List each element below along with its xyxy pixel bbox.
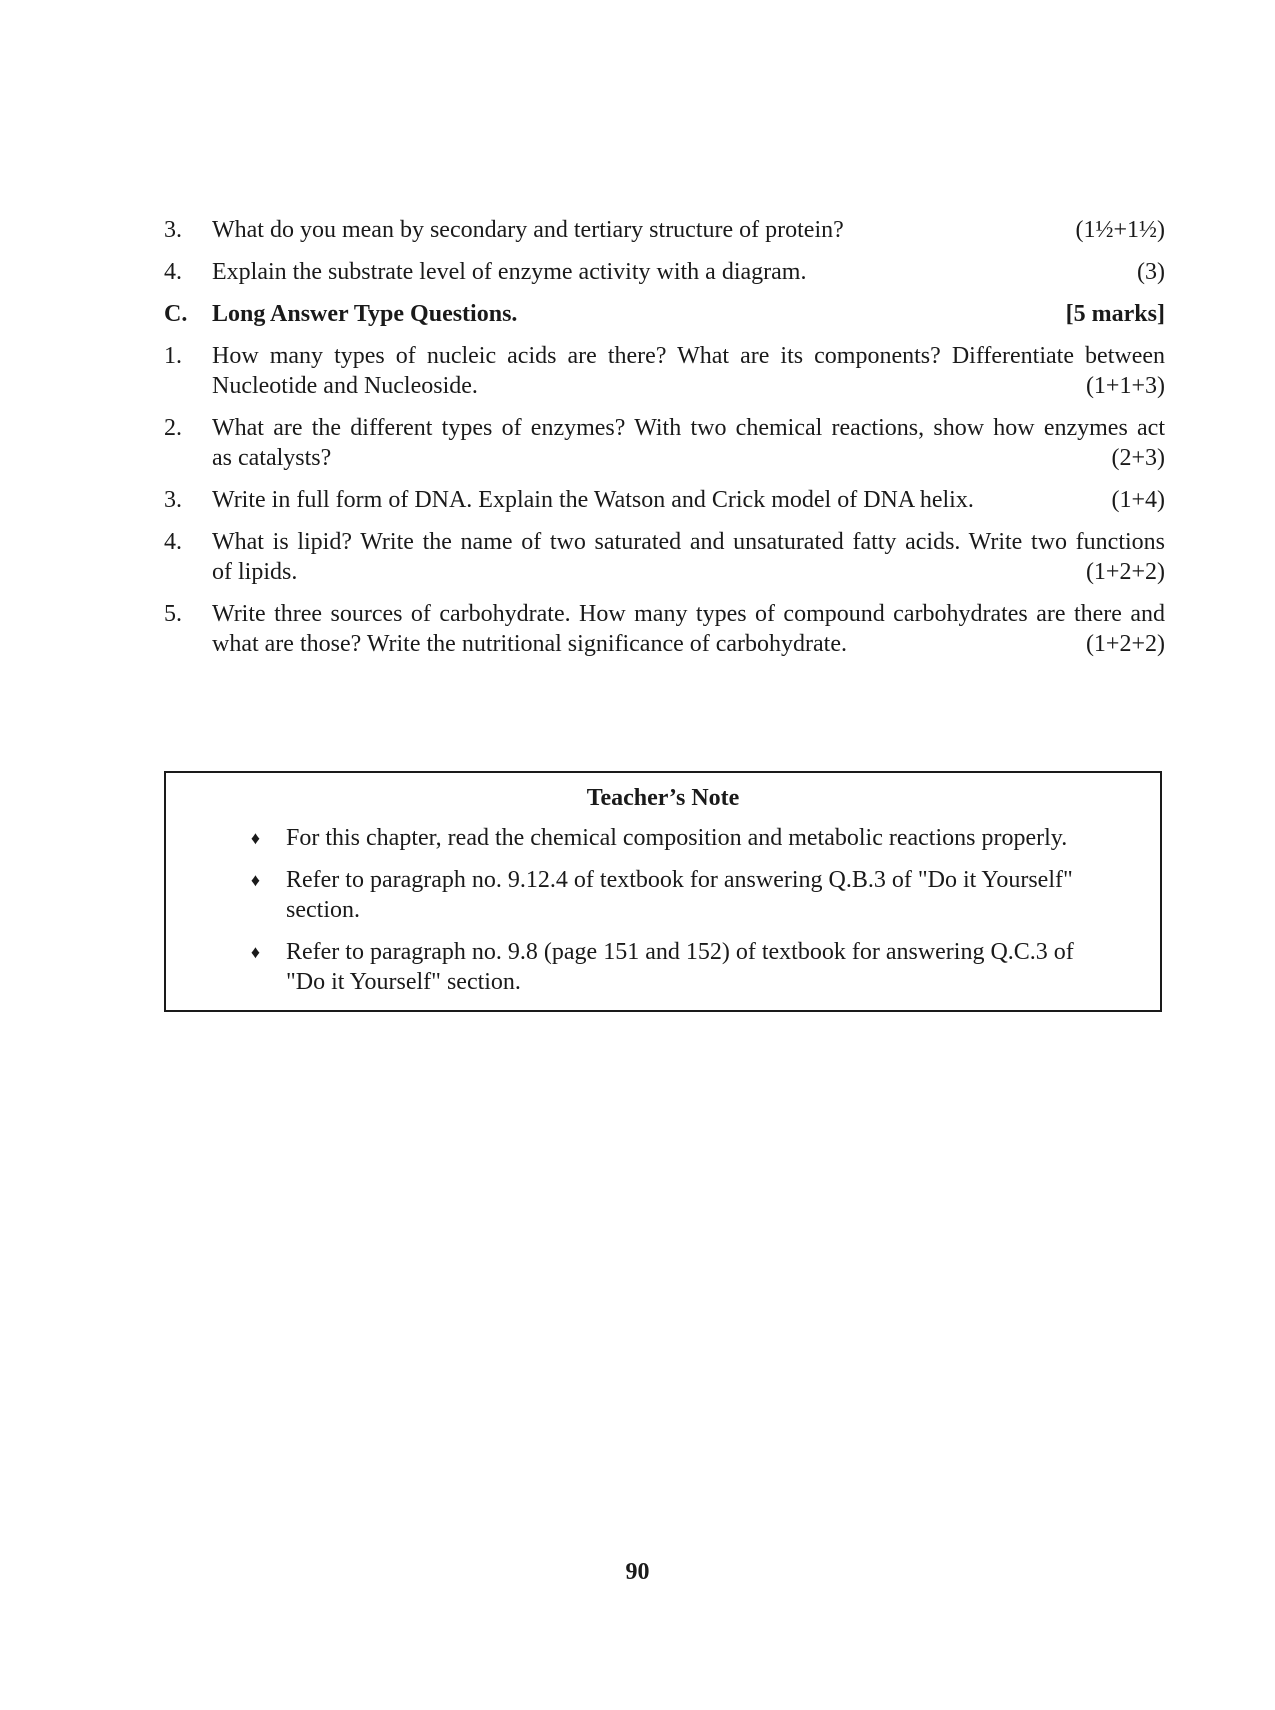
question-text: Write in full form of DNA. Explain the Watson and Crick model of DNA helix. xyxy=(212,487,974,513)
question-text-line2: what are those? Write the nutritional significance of carbohydrate. xyxy=(212,631,848,657)
question-number: 3. xyxy=(164,487,182,513)
page-number: 90 xyxy=(625,1559,650,1585)
question-body xyxy=(212,215,1165,245)
question-c1 xyxy=(164,341,1165,401)
diamond-bullet-icon: ♦ xyxy=(250,942,260,962)
diamond-bullet-icon: ♦ xyxy=(250,870,260,890)
question-marks: (1+1+3) xyxy=(1085,373,1165,399)
question-c4 xyxy=(164,527,1165,587)
question-text-line2: Nucleotide and Nucleoside. xyxy=(212,373,478,399)
question-number: 5. xyxy=(164,601,182,627)
question-last-line xyxy=(212,371,1165,401)
question-body xyxy=(212,599,1165,659)
question-number: 2. xyxy=(164,415,182,441)
question-body xyxy=(212,527,1165,587)
teachers-note-box xyxy=(164,771,1162,1012)
question-last-line xyxy=(212,557,1165,587)
teachers-note-item xyxy=(166,937,1160,997)
question-body xyxy=(212,485,1165,515)
question-body xyxy=(212,413,1165,473)
diamond-bullet-icon: ♦ xyxy=(250,828,260,848)
question-c2 xyxy=(164,413,1165,473)
section-heading-body xyxy=(212,299,1165,329)
teachers-note-text: For this chapter, read the chemical composition and metabolic reactions properly. xyxy=(286,825,1068,851)
section-c-heading xyxy=(164,299,1165,329)
question-text: What do you mean by secondary and tertiary structure of protein? xyxy=(212,217,844,243)
question-marks: (1+2+2) xyxy=(1085,631,1165,657)
question-text-line1: Write three sources of carbohydrate. How many types of compound carbohydrates are there and xyxy=(212,601,1165,627)
question-b3 xyxy=(164,215,1165,245)
question-text: Explain the substrate level of enzyme activity with a diagram. xyxy=(212,259,807,285)
question-text-line1: What is lipid? Write the name of two saturated and unsaturated fatty acids. Write two functions xyxy=(212,529,1165,555)
question-c3 xyxy=(164,485,1165,515)
question-number: 4. xyxy=(164,529,182,555)
section-marks: [5 marks] xyxy=(1065,301,1165,327)
teachers-note-item xyxy=(166,865,1160,925)
section-label: C. xyxy=(164,301,188,327)
question-text-line2: of lipids. xyxy=(212,559,298,585)
question-number: 1. xyxy=(164,343,182,369)
question-number: 4. xyxy=(164,259,182,285)
question-text-line1: How many types of nucleic acids are there? What are its components? Differentiate between xyxy=(212,343,1165,369)
section-title: Long Answer Type Questions. xyxy=(212,301,518,327)
question-text-line1: What are the different types of enzymes? With two chemical reactions, show how enzymes act xyxy=(212,415,1165,441)
teachers-note-text: Refer to paragraph no. 9.8 (page 151 and 152) of textbook for answering Q.C.3 of "Do it Yourself" section. xyxy=(286,939,1074,995)
question-b4 xyxy=(164,257,1165,287)
question-marks: (1+2+2) xyxy=(1085,559,1165,585)
question-content xyxy=(164,215,1165,671)
teachers-note-text: Refer to paragraph no. 9.12.4 of textbook for answering Q.B.3 of "Do it Yourself" section. xyxy=(286,867,1073,923)
question-marks: (2+3) xyxy=(1111,445,1165,471)
teachers-note-title: Teacher’s Note xyxy=(586,785,740,811)
question-c5 xyxy=(164,599,1165,659)
question-marks: (1½+1½) xyxy=(1075,217,1165,243)
question-marks: (1+4) xyxy=(1111,487,1165,513)
question-number: 3. xyxy=(164,217,182,243)
question-text-line2: as catalysts? xyxy=(212,445,332,471)
question-body xyxy=(212,257,1165,287)
question-marks: (3) xyxy=(1137,259,1165,285)
question-body xyxy=(212,341,1165,401)
question-last-line xyxy=(212,443,1165,473)
teachers-note-item xyxy=(166,823,1160,853)
question-last-line xyxy=(212,629,1165,659)
